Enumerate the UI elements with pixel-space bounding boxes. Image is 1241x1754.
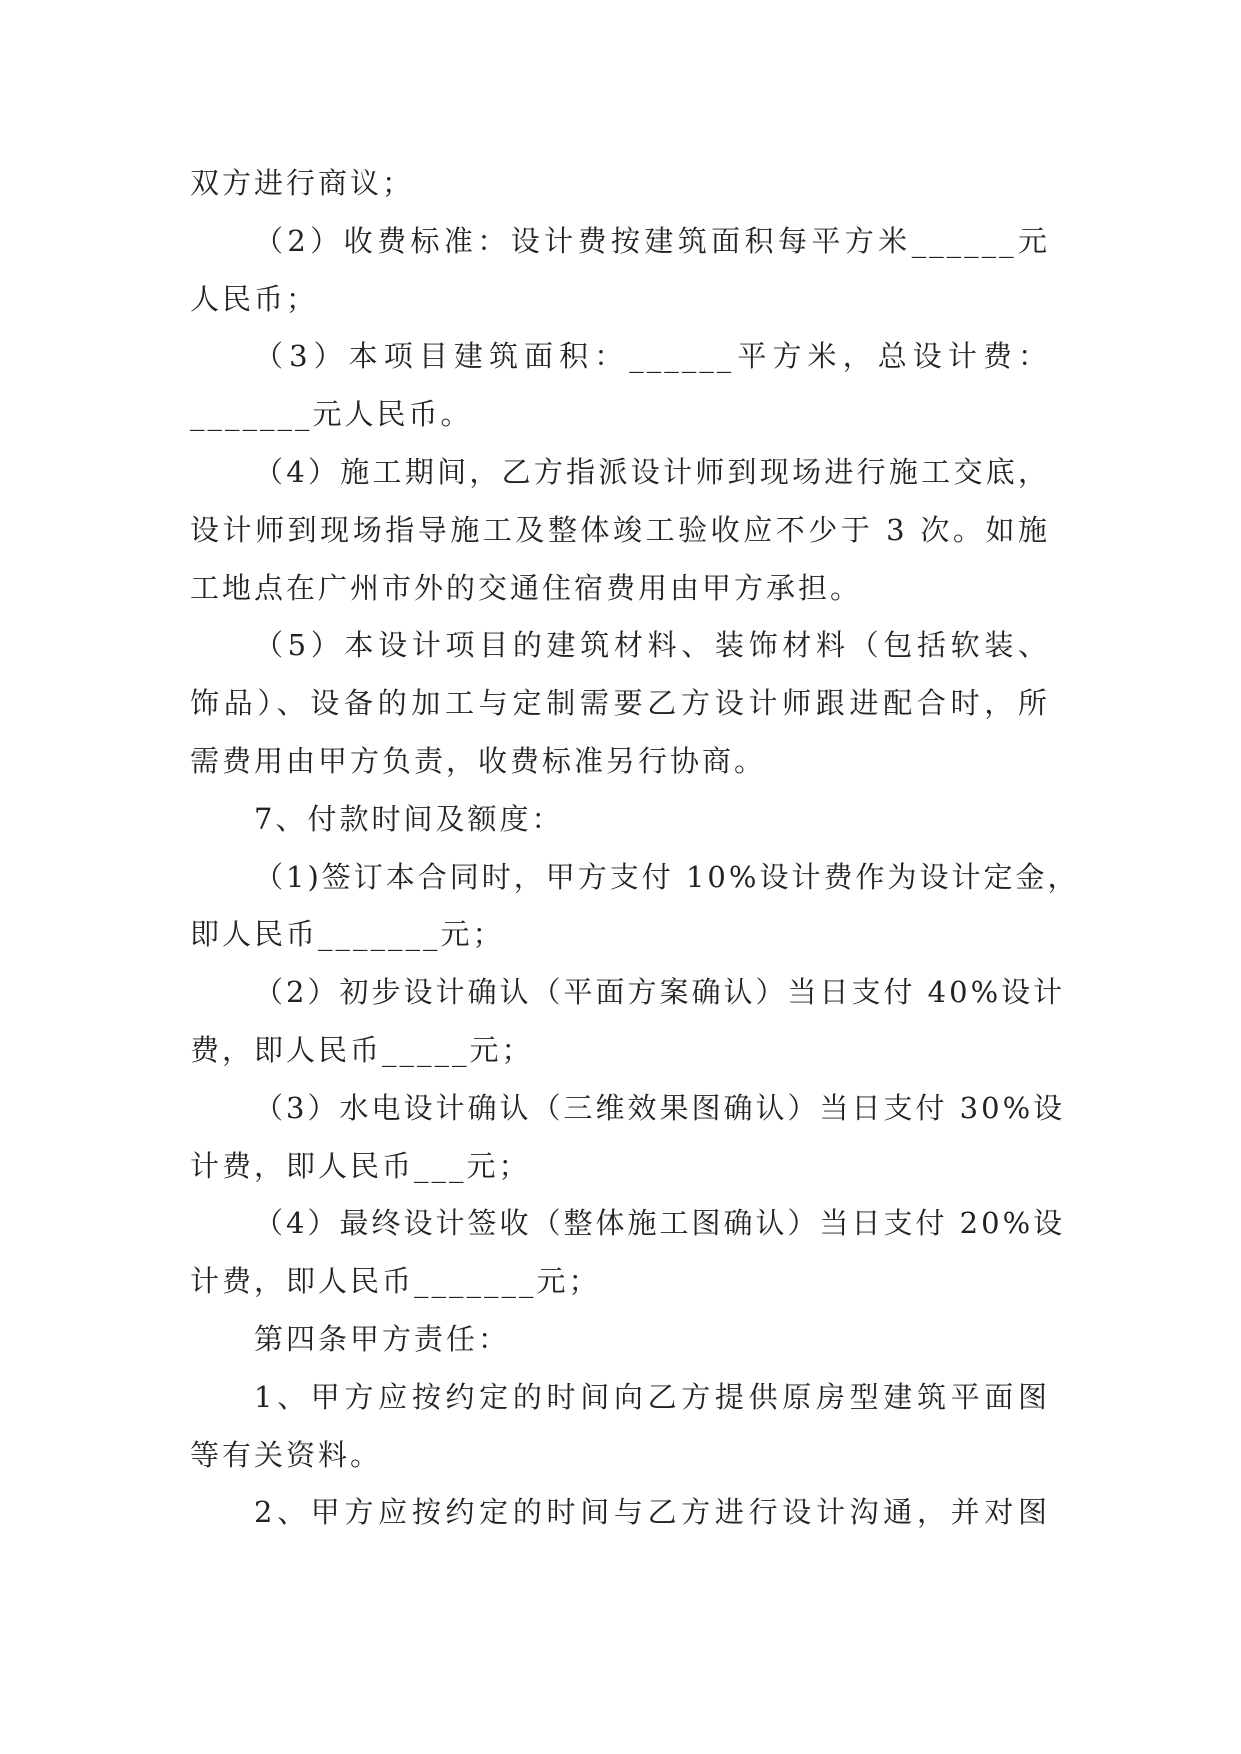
text-line: 饰品）、设备的加工与定制需要乙方设计师跟进配合时，所 <box>190 686 1050 721</box>
text-line: 计费，即人民币_______元； <box>190 1264 601 1299</box>
text-line: 需费用由甲方负责，收费标准另行协商。 <box>190 743 767 778</box>
text-line: 计费，即人民币___元； <box>190 1148 531 1183</box>
text-line: 设计师到现场指导施工及整体竣工验收应不少于 3 次。如施 <box>190 512 1050 547</box>
text-line: （1)签订本合同时，甲方支付 10%设计费作为设计定金， <box>254 859 1080 894</box>
text-line: 费，即人民币_____元； <box>190 1032 534 1067</box>
text-line: （5）本设计项目的建筑材料、装饰材料（包括软装、 <box>254 628 1050 663</box>
text-line: （4）最终设计签收（整体施工图确认）当日支付 20%设 <box>254 1206 1066 1241</box>
text-line: （2）收费标准：设计费按建筑面积每平方米______元 <box>254 223 1050 258</box>
text-line: 工地点在广州市外的交通住宿费用由甲方承担。 <box>190 570 863 605</box>
text-line: 1、甲方应按约定的时间向乙方提供原房型建筑平面图 <box>254 1379 1050 1414</box>
text-line: 人民币； <box>190 281 319 316</box>
text-line: （2）初步设计确认（平面方案确认）当日支付 40%设计 <box>254 975 1066 1010</box>
text-line: （3）本项目建筑面积：______平方米，总设计费： <box>254 339 1050 374</box>
text-line: 等有关资料。 <box>190 1437 383 1472</box>
text-line: 双方进行商议； <box>190 166 415 200</box>
text-line: 2、甲方应按约定的时间与乙方进行设计沟通，并对图 <box>254 1495 1050 1530</box>
text-line: 即人民币_______元； <box>190 917 505 952</box>
document-body <box>190 155 1080 1542</box>
text-line: （4）施工期间，乙方指派设计师到现场进行施工交底， <box>254 454 1050 489</box>
text-line: 第四条甲方责任： <box>254 1321 511 1356</box>
text-line: （3）水电设计确认（三维效果图确认）当日支付 30%设 <box>254 1090 1066 1125</box>
text-line: 7、付款时间及额度： <box>254 801 564 836</box>
text-line: _______元人民币。 <box>190 397 473 432</box>
